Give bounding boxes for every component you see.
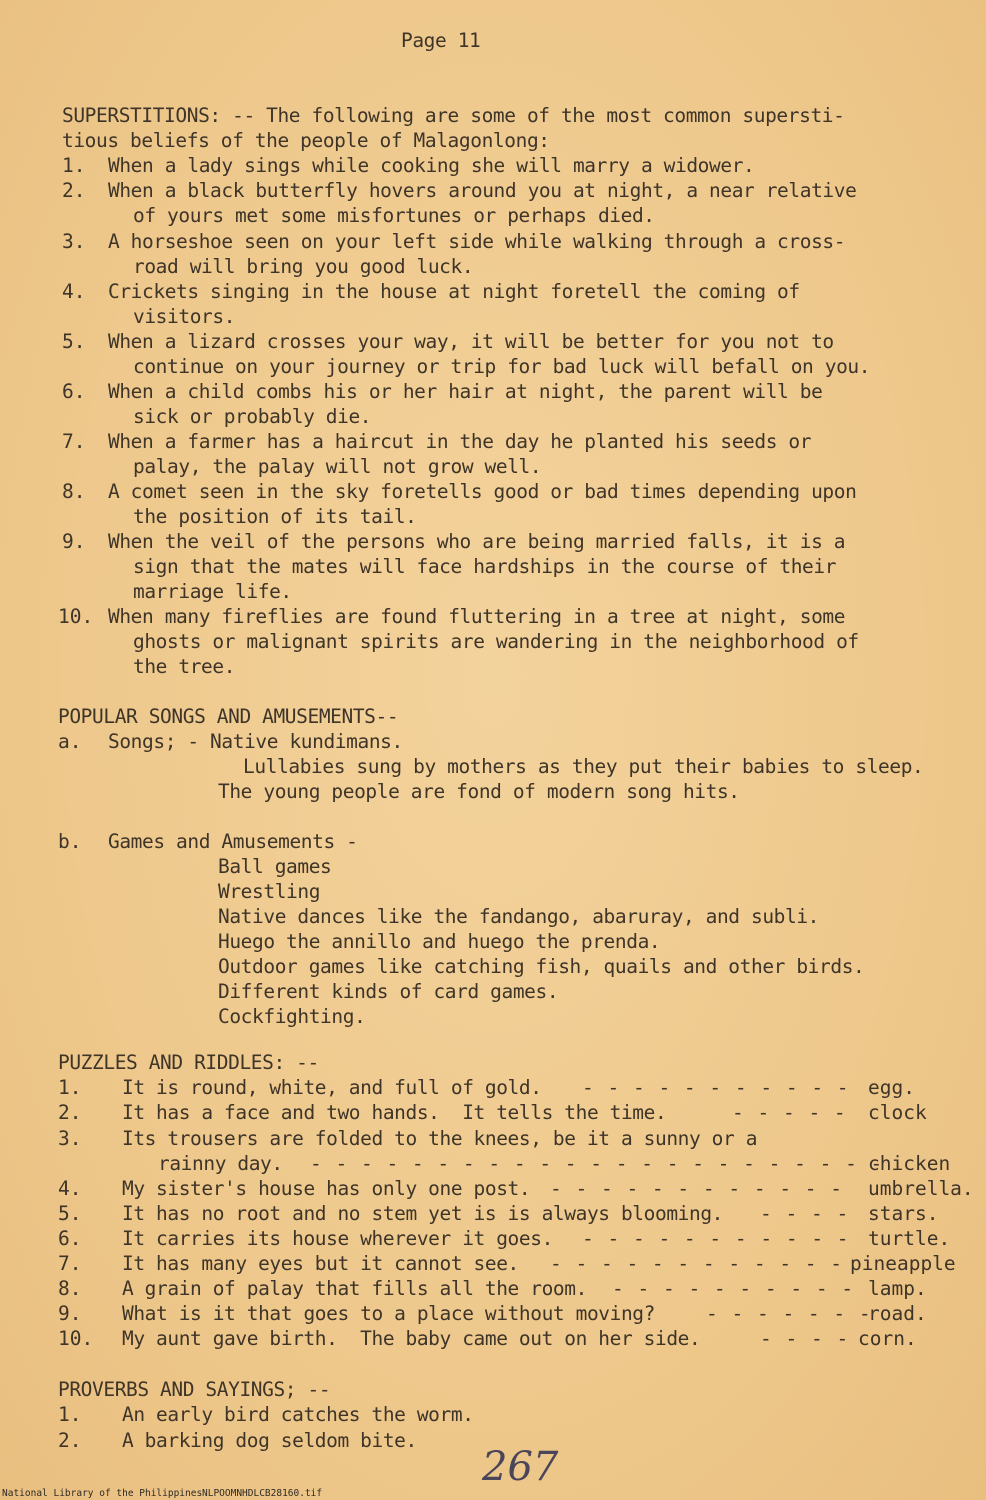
superstition-text: When a farmer has a haircut in the day he planted his seeds or: [108, 430, 812, 453]
riddle-answer: pineapple: [850, 1252, 956, 1275]
superstition-text: When a lizard crosses your way, it will be better for you not to: [108, 330, 834, 353]
proverb-number: 2.: [58, 1429, 82, 1452]
superstition-text: A horseshoe seen on your left side while walking through a cross-: [108, 230, 846, 253]
riddle-text: My aunt gave birth. The baby came out on her side.: [122, 1327, 701, 1350]
superstition-text: When a black butterfly hovers around you at night, a near relative: [108, 179, 857, 202]
superstition-text: ghosts or malignant spirits are wandering in the neighborhood of: [133, 630, 859, 653]
riddle-number: 5.: [58, 1202, 82, 1225]
superstitions-intro-line-2: tious beliefs of the people of Malagonlong:: [62, 129, 550, 152]
page-title: Page 11: [401, 29, 481, 52]
game-line: Wrestling: [218, 880, 321, 903]
songs-heading: POPULAR SONGS AND AMUSEMENTS--: [58, 705, 399, 728]
game-line: Ball games: [218, 855, 332, 878]
riddle-text: It has many eyes but it cannot see.: [122, 1252, 519, 1275]
riddle-answer: umbrella.: [868, 1177, 974, 1200]
riddle-dashes: - - - - - - - - - - - - - - - - - - - - - - -: [310, 1152, 884, 1175]
riddle-dashes: - - - - - - - - - -: [612, 1277, 855, 1300]
proverb-text: An early bird catches the worm.: [122, 1403, 474, 1426]
riddle-answer: lamp.: [868, 1277, 927, 1300]
riddle-number: 4.: [58, 1177, 82, 1200]
game-line: Huego the annillo and huego the prenda.: [218, 930, 661, 953]
riddle-answer: stars.: [868, 1202, 939, 1225]
riddle-answer: clock: [868, 1101, 927, 1124]
riddle-text: It has no root and no stem yet is is always blooming.: [122, 1202, 724, 1225]
superstition-text: When the veil of the persons who are being married falls, it is a: [108, 530, 846, 553]
footer-file-name: NLPOOMNHDLCB28160.tif: [202, 1488, 323, 1499]
superstition-text: When a child combs his or her hair at night, the parent will be: [108, 380, 823, 403]
riddle-text: What is it that goes to a place without moving?: [122, 1302, 655, 1325]
riddle-number: 6.: [58, 1227, 82, 1250]
riddle-answer: road.: [868, 1302, 927, 1325]
superstition-number: 3.: [62, 230, 86, 253]
riddle-number: 7.: [58, 1252, 82, 1275]
superstition-text: sick or probably die.: [133, 405, 372, 428]
proverbs-heading: PROVERBS AND SAYINGS; --: [58, 1378, 331, 1401]
game-line: Native dances like the fandango, abaruray, and subli.: [218, 905, 820, 928]
riddle-answer: egg.: [868, 1076, 915, 1099]
riddle-dashes: - - - - - - - - - - - -: [550, 1177, 844, 1200]
superstition-text: of yours met some misfortunes or perhaps died.: [133, 204, 655, 227]
riddle-dashes: - - - - - - - - - - - -: [550, 1252, 844, 1275]
song-line: The young people are fond of modern song hits.: [218, 780, 740, 803]
superstition-text: Crickets singing in the house at night foretell the coming of: [108, 280, 800, 303]
superstition-text: When a lady sings while cooking she will marry a widower.: [108, 154, 755, 177]
riddle-answer: turtle.: [868, 1227, 951, 1250]
handwritten-page-number-text: 267: [482, 1444, 559, 1490]
superstition-number: 10.: [58, 605, 94, 628]
game-line: Outdoor games like catching fish, quails and other birds.: [218, 955, 865, 978]
riddle-dashes: - - - - - - - - - - -: [582, 1076, 850, 1099]
riddle-text: My sister's house has only one post.: [122, 1177, 531, 1200]
riddle-number: 10.: [58, 1327, 94, 1350]
riddle-number: 2.: [58, 1101, 82, 1124]
song-line: Lullabies sung by mothers as they put their babies to sleep.: [243, 755, 924, 778]
superstition-number: 7.: [62, 430, 86, 453]
superstition-number: 4.: [62, 280, 86, 303]
superstition-text: When many fireflies are found fluttering in a tree at night, some: [108, 605, 846, 628]
superstition-number: 2.: [62, 179, 86, 202]
superstition-text: A comet seen in the sky foretells good or bad times depending upon: [108, 480, 857, 503]
riddle-text: A grain of palay that fills all the room.: [122, 1277, 587, 1300]
riddle-dashes: - - - - - - - - - - -: [582, 1227, 850, 1250]
superstition-text: continue on your journey or trip for bad luck will befall on you.: [133, 355, 871, 378]
riddle-number: 8.: [58, 1277, 82, 1300]
footer-library-name: National Library of the Philippines: [2, 1488, 203, 1499]
riddle-number: 3.: [58, 1127, 82, 1150]
riddle-text: Its trousers are folded to the knees, be it a sunny or a: [122, 1127, 758, 1150]
proverb-number: 1.: [58, 1403, 82, 1426]
songs-a-title: Songs; - Native kundimans.: [108, 730, 403, 753]
riddle-number: 9.: [58, 1302, 82, 1325]
superstition-text: visitors.: [133, 305, 236, 328]
songs-b-label: b.: [58, 830, 82, 853]
riddle-answer: corn.: [858, 1327, 917, 1350]
riddle-dashes: - - - - -: [732, 1101, 847, 1124]
superstition-text: road will bring you good luck.: [133, 255, 474, 278]
riddle-text: rainny day.: [158, 1152, 283, 1175]
songs-a-label: a.: [58, 730, 82, 753]
riddle-number: 1.: [58, 1076, 82, 1099]
riddle-dashes: - - - - - - -: [706, 1302, 872, 1325]
superstition-text: palay, the palay will not grow well.: [133, 455, 542, 478]
game-line: Cockfighting.: [218, 1005, 366, 1028]
riddle-dashes: - - - -: [760, 1202, 850, 1225]
superstition-number: 9.: [62, 530, 86, 553]
superstition-number: 5.: [62, 330, 86, 353]
superstition-number: 1.: [62, 154, 86, 177]
riddles-heading: PUZZLES AND RIDDLES: --: [58, 1051, 319, 1074]
riddle-text: It carries its house wherever it goes.: [122, 1227, 553, 1250]
riddle-text: It has a face and two hands. It tells the time.: [122, 1101, 667, 1124]
handwritten-page-number: [478, 1440, 568, 1490]
superstition-text: sign that the mates will face hardships in the course of their: [133, 555, 837, 578]
riddle-dashes: - - - -: [760, 1327, 850, 1350]
game-line: Different kinds of card games.: [218, 980, 559, 1003]
superstition-number: 6.: [62, 380, 86, 403]
proverb-text: A barking dog seldom bite.: [122, 1429, 417, 1452]
superstition-text: the position of its tail.: [133, 505, 417, 528]
riddle-text: It is round, white, and full of gold.: [122, 1076, 542, 1099]
superstition-text: marriage life.: [133, 580, 292, 603]
superstitions-intro-line-1: SUPERSTITIONS: -- The following are some of the most common supersti-: [62, 104, 845, 127]
riddle-answer: chicken: [868, 1152, 951, 1175]
superstition-number: 8.: [62, 480, 86, 503]
superstition-text: the tree.: [133, 655, 236, 678]
songs-b-title: Games and Amusements -: [108, 830, 358, 853]
